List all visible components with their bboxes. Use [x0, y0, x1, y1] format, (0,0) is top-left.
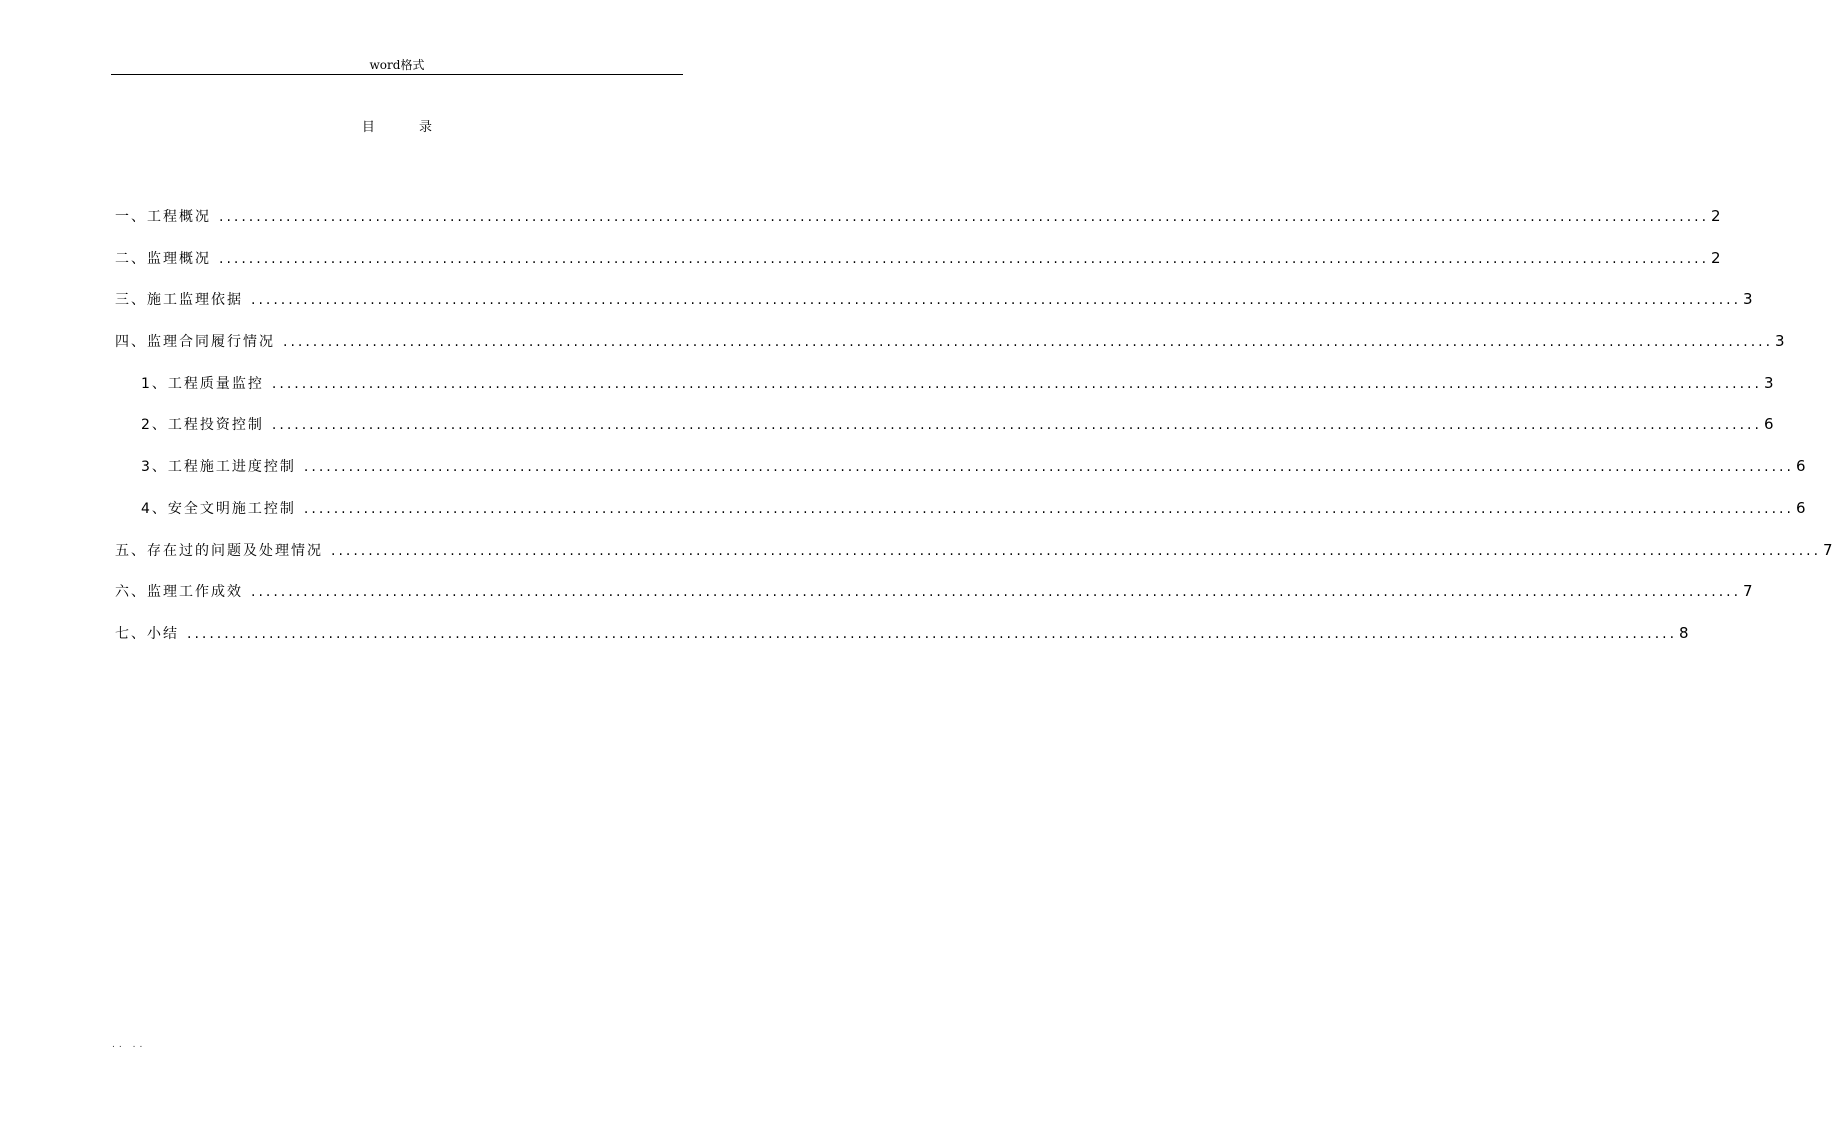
- toc-entry[interactable]: [115, 331, 1785, 373]
- toc-dot-leader: ........................................................................................................................................................................................................: [271, 417, 1762, 434]
- toc-list: [115, 206, 1833, 665]
- toc-title: 目 录: [361, 120, 453, 135]
- toc-entry-page-number[interactable]: 8: [1679, 623, 1689, 642]
- toc-entry[interactable]: [115, 373, 1774, 415]
- toc-dot-leader: ........................................................................................................................................................................................................: [219, 209, 1710, 225]
- toc-entry-page-number[interactable]: 2: [1711, 207, 1721, 225]
- toc-entry[interactable]: [115, 248, 1721, 290]
- toc-dot-leader: ........................................................................................................................................................................................................: [187, 625, 1678, 642]
- toc-entry-label[interactable]: 2、工程投资控制: [141, 417, 264, 434]
- toc-entry-page-number[interactable]: 3: [1763, 373, 1774, 392]
- toc-entry[interactable]: [115, 414, 1774, 456]
- toc-dot-leader: ........................................................................................................................................................................................................: [303, 500, 1794, 517]
- toc-entry[interactable]: [115, 623, 1689, 665]
- toc-entry-label[interactable]: 三、施工监理依据: [115, 292, 243, 309]
- toc-entry-page-number[interactable]: 3: [1775, 332, 1785, 351]
- toc-dot-leader: ........................................................................................................................................................................................................: [251, 292, 1742, 309]
- toc-dot-leader: ........................................................................................................................................................................................................: [219, 250, 1710, 267]
- toc-entry-page-number[interactable]: 7: [1823, 540, 1833, 559]
- toc-entry[interactable]: [115, 289, 1753, 331]
- header-text: word格式: [369, 58, 425, 72]
- toc-entry-label[interactable]: 1、工程质量监控: [141, 375, 264, 392]
- toc-entry[interactable]: [115, 456, 1806, 498]
- toc-entry-label[interactable]: 四、监理合同履行情况: [115, 334, 275, 351]
- toc-entry[interactable]: [115, 206, 1721, 248]
- toc-entry-page-number[interactable]: 7: [1743, 582, 1753, 601]
- toc-entry-label[interactable]: 二、监理概况: [115, 250, 211, 267]
- footer-mark: .. ..: [112, 1040, 147, 1050]
- toc-entry-label[interactable]: 3、工程施工进度控制: [141, 459, 296, 476]
- toc-entry-page-number[interactable]: 6: [1795, 457, 1806, 476]
- toc-entry-page-number[interactable]: 6: [1795, 498, 1806, 517]
- toc-entry-page-number[interactable]: 3: [1743, 290, 1753, 309]
- toc-dot-leader: ........................................................................................................................................................................................................: [251, 584, 1742, 601]
- toc-dot-leader: ........................................................................................................................................................................................................: [303, 459, 1794, 476]
- toc-entry-label[interactable]: 六、监理工作成效: [115, 584, 243, 601]
- toc-entry-label[interactable]: 七、小结: [115, 625, 179, 642]
- toc-entry-label[interactable]: 4、安全文明施工控制: [141, 500, 296, 517]
- toc-entry-label[interactable]: 五、存在过的问题及处理情况: [115, 542, 323, 559]
- toc-dot-leader: ........................................................................................................................................................................................................: [271, 375, 1762, 392]
- toc-entry[interactable]: [115, 581, 1753, 623]
- toc-entry-label[interactable]: 一、工程概况: [115, 209, 211, 225]
- toc-dot-leader: ........................................................................................................................................................................................................: [283, 334, 1774, 351]
- page-header: [111, 56, 683, 75]
- toc-entry[interactable]: [115, 540, 1833, 582]
- toc-entry[interactable]: [115, 498, 1806, 540]
- toc-dot-leader: ........................................................................................................................................................................................................: [331, 542, 1822, 559]
- toc-entry-page-number[interactable]: 2: [1711, 248, 1721, 267]
- toc-entry-page-number[interactable]: 6: [1763, 415, 1774, 434]
